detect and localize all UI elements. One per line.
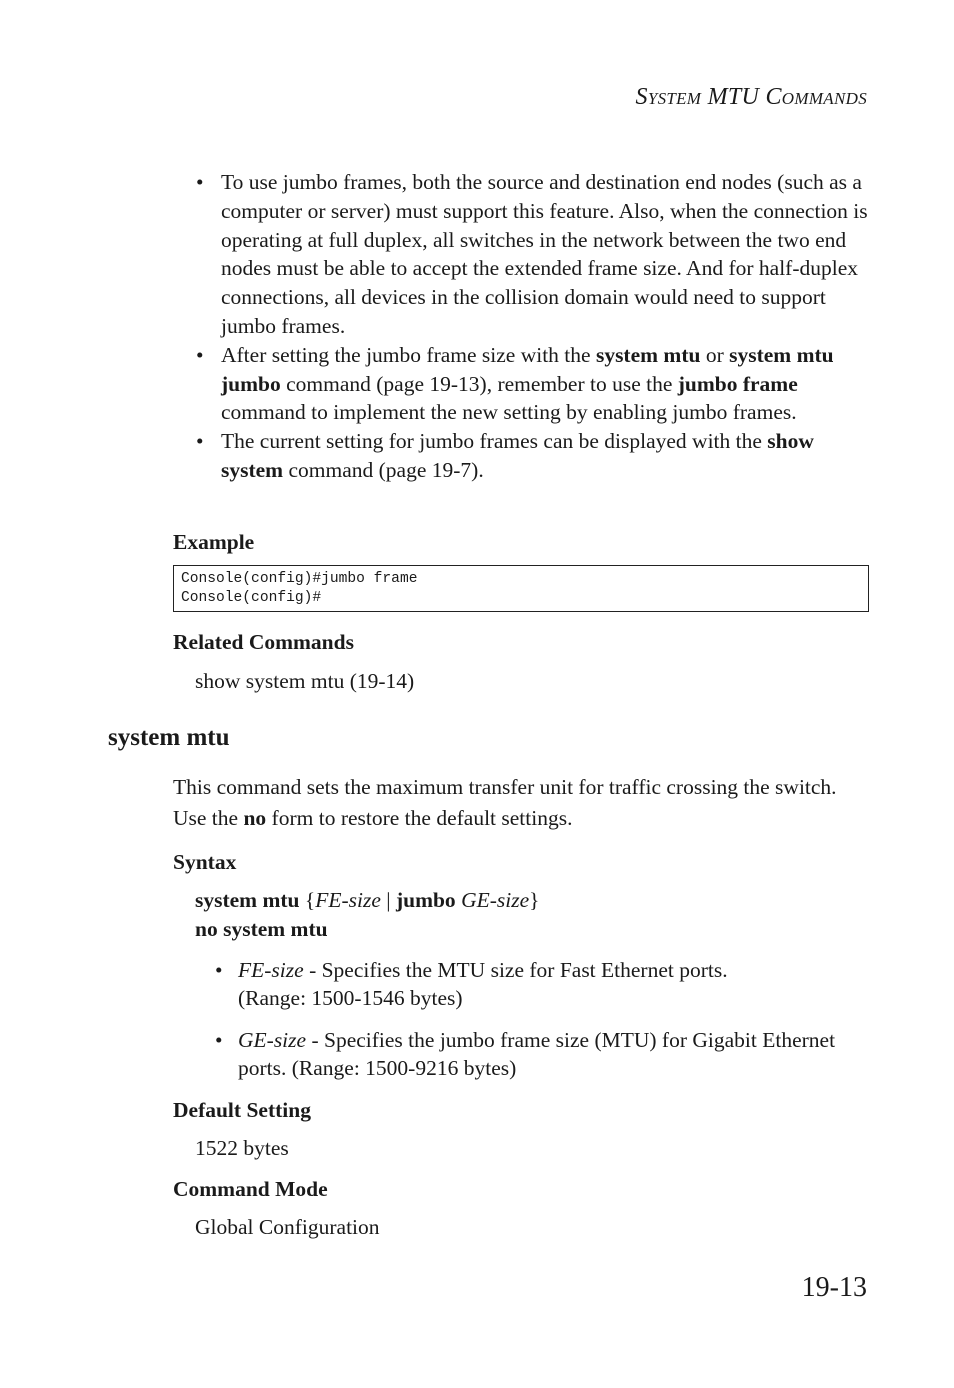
syntax-heading: Syntax [173, 850, 237, 874]
list-item: • After setting the jumbo frame size with the system mtu or system mtu jumbo command (page 19-13), remember to use the jumbo frame command to implement the new setting by enabling jumbo frames. [196, 341, 872, 427]
example-heading: Example [173, 530, 255, 554]
related-commands-heading: Related Commands [173, 630, 354, 654]
related-commands-text: show system mtu (19-14) [195, 669, 415, 693]
code-line: Console(config)#jumbo frame [181, 571, 418, 587]
parameter-list [215, 956, 875, 1012]
list-item: • GE-size - Specifies the jumbo frame size (MTU) for Gigabit Ethernet ports. (Range: 1500-9216 bytes) [215, 1026, 875, 1082]
section-description: This command sets the maximum transfer unit for traffic crossing the switch. Use the no form to restore the default settings. [173, 775, 837, 830]
list-item: • The current setting for jumbo frames can be displayed with the show system command (page 19-7). [196, 427, 872, 485]
command-mode-value: Global Configuration [195, 1215, 380, 1239]
parameter-list [215, 1026, 875, 1082]
usage-guidelines-list [196, 168, 872, 485]
page-number: 19-13 [801, 1272, 867, 1303]
no-syntax-line: no system mtu [195, 917, 328, 941]
default-setting-value: 1522 bytes [195, 1136, 289, 1160]
running-header: SYSTEM MTU COMMANDS [635, 84, 867, 110]
default-setting-heading: Default Setting [173, 1098, 311, 1122]
code-line: Console(config)# [181, 590, 322, 606]
example-code-block [173, 565, 869, 612]
section-title: system mtu [108, 724, 230, 751]
command-mode-heading: Command Mode [173, 1177, 328, 1201]
syntax-line: system mtu {FE-size | jumbo GE-size} [195, 888, 540, 912]
list-item: • FE-size - Specifies the MTU size for Fast Ethernet ports. (Range: 1500-1546 bytes) [215, 956, 875, 1012]
list-item: • To use jumbo frames, both the source and destination end nodes (such as a computer or server) must support this feature. Also, when the connection is operating at full duplex, all switches in the network between the two end nodes must be able to accept the extended frame size. And for half-duplex connections, all devices in the collision domain would need to support jumbo frames. [196, 168, 872, 341]
